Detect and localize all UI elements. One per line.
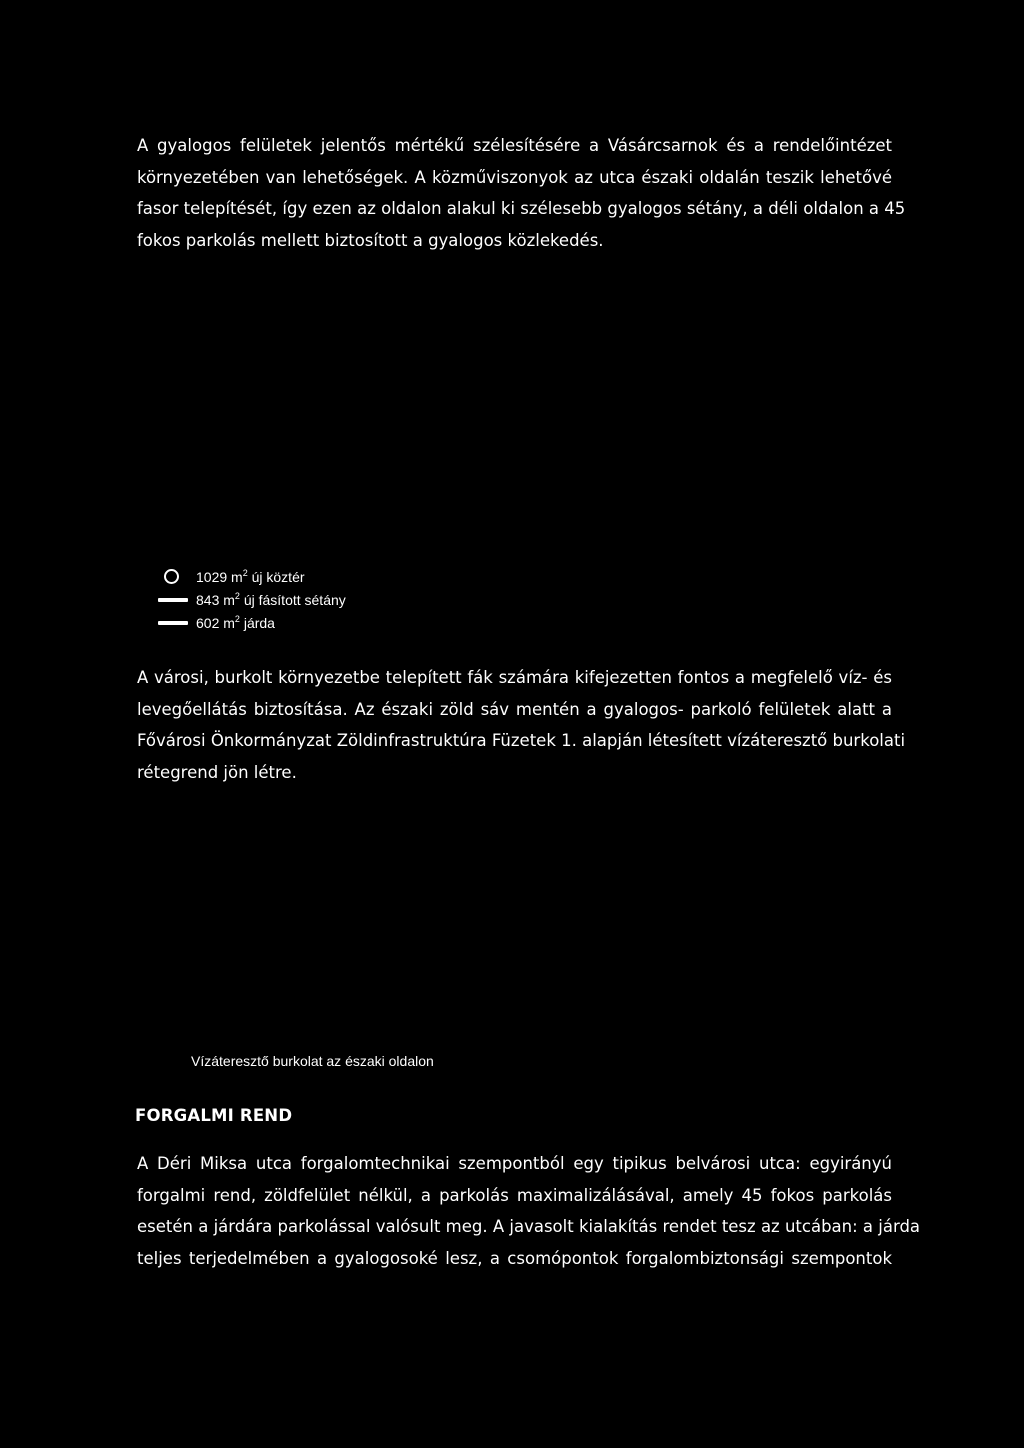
paragraph-line: fasor telepítését, így ezen az oldalon alakul ki szélesebb gyalogos sétány, a déli oldalon a 45 <box>137 199 906 218</box>
trees-paragraph <box>137 662 906 788</box>
legend-label: 843 $m^2$ új fásított sétány <box>196 590 346 608</box>
circle-icon <box>158 565 190 588</box>
area-legend <box>158 565 346 634</box>
paragraph-line: A városi, burkolt környezetbe telepített fák számára kifejezetten fontos a megfelelő víz- és <box>137 668 892 687</box>
traffic-paragraph <box>137 1148 921 1274</box>
paragraph-line: rétegrend jön létre. <box>137 762 297 782</box>
legend-item-sidewalk <box>158 611 346 634</box>
paragraph-line: esetén a járdára parkolással valósult meg. A javasolt kialakítás rendet tesz az utcában: a járda <box>137 1217 921 1236</box>
paragraph-line: fokos parkolás mellett biztosított a gyalogos közlekedés. <box>137 230 604 250</box>
paragraph-line: Fővárosi Önkormányzat Zöldinfrastruktúra Füzetek 1. alapján létesített vízáteresztő burkolati <box>137 731 906 750</box>
figure-caption: Vízáteresztő burkolat az északi oldalon <box>191 1053 434 1069</box>
paragraph-line: forgalmi rend, zöldfelület nélkül, a parkolás maximalizálásával, amely 45 fokos parkolás <box>137 1185 892 1205</box>
intro-paragraph <box>137 130 906 256</box>
legend-label: 602 $m^2$ járda <box>196 613 275 631</box>
legend-item-new-square <box>158 565 346 588</box>
legend-label: 1029 $m^2$ új köztér <box>196 567 305 585</box>
section-heading: FORGALMI REND <box>135 1106 293 1125</box>
legend-item-new-promenade <box>158 588 346 611</box>
paragraph-line: levegőellátás biztosítása. Az északi zöld sáv mentén a gyalogos- parkoló felületek alatt a <box>137 699 892 719</box>
paragraph-line: A Déri Miksa utca forgalomtechnikai szempontból egy tipikus belvárosi utca: egyirányú <box>137 1154 892 1173</box>
line-icon <box>158 611 190 634</box>
paragraph-line: A gyalogos felületek jelentős mértékű szélesítésére a Vásárcsarnok és a rendelőintézet <box>137 136 892 155</box>
line-icon <box>158 588 190 611</box>
paragraph-line: teljes terjedelmében a gyalogosoké lesz, a csomópontok forgalombiztonsági szempontok <box>137 1248 892 1268</box>
paragraph-line: környezetében van lehetőségek. A közműviszonyok az utca északi oldalán teszik lehetővé <box>137 167 892 187</box>
